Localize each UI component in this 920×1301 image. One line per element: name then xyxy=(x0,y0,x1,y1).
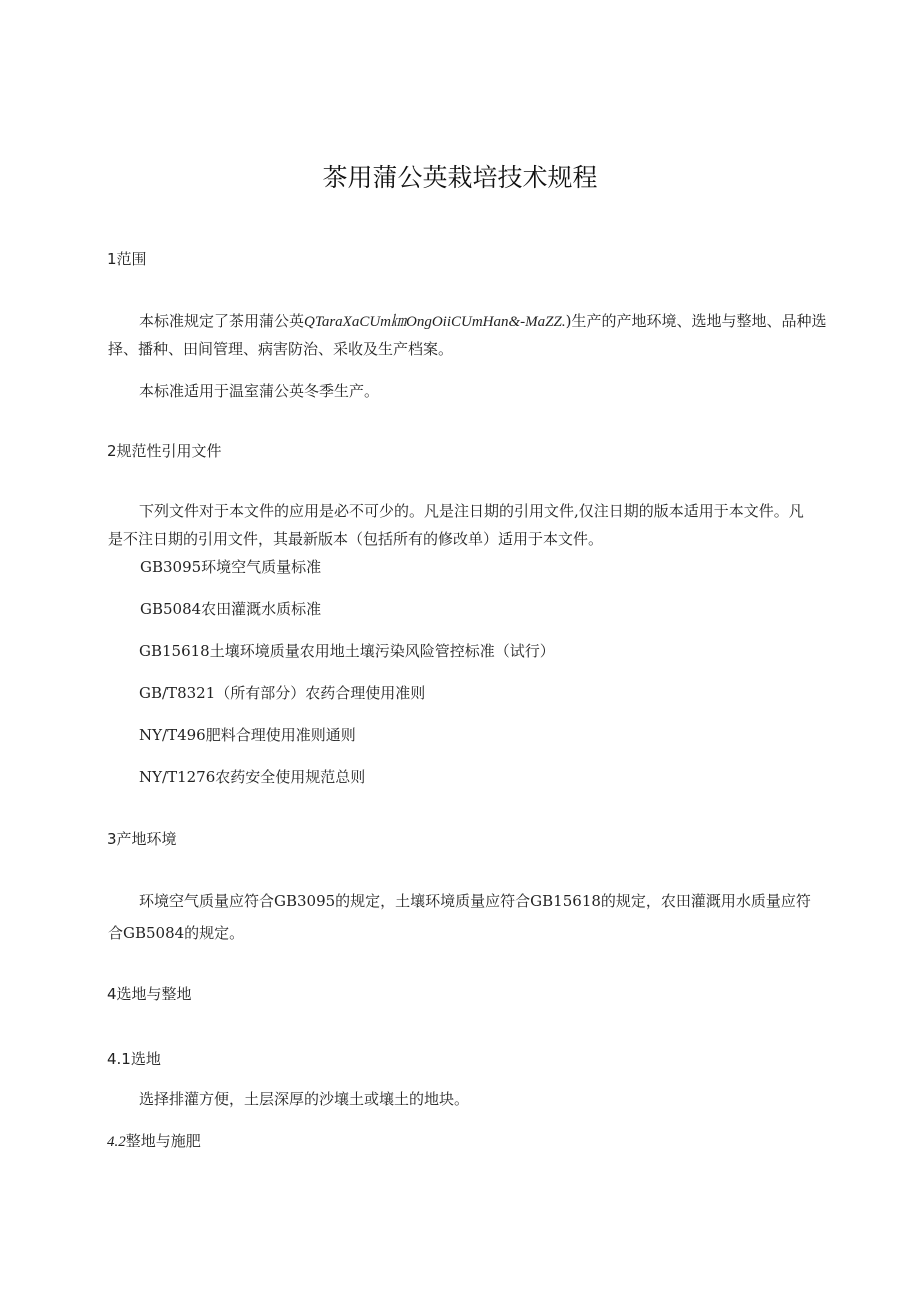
section-2-paragraph-line-1: 下列文件对于本文件的应用是必不可少的。凡是注日期的引用文件,仅注日期的版本适用于本文件。凡 xyxy=(139,502,804,520)
section-1-paragraph-1-line-2: 择、播种、田间管理、病害防治、采收及生产档案。 xyxy=(108,340,454,358)
subsection-4-2-label: 整地与施肥 xyxy=(125,1132,201,1150)
reference-item: GB3095环境空气质量标准 xyxy=(140,558,322,576)
p1-prefix: 本标准规定了茶用蒲公英 xyxy=(139,312,305,330)
latin-name: QTaraXaCUm㎞OngOiiCUmHan&-MaZZ. xyxy=(304,314,566,330)
document-title: 茶用蒲公英栽培技术规程 xyxy=(322,163,598,192)
section-3-heading: 3产地环境 xyxy=(107,830,177,848)
subsection-4-2-number: 4.2 xyxy=(107,1134,126,1150)
reference-item: NY/T496肥料合理使用准则通则 xyxy=(139,726,356,744)
subsection-4-1-heading: 4.1选地 xyxy=(107,1050,161,1068)
section-2-heading: 2规范性引用文件 xyxy=(107,442,222,460)
section-1-heading: 1范围 xyxy=(107,250,147,268)
section-1-paragraph-2: 本标准适用于温室蒲公英冬季生产。 xyxy=(139,382,380,400)
p1-suffix: )生产的产地环境、选地与整地、品种选 xyxy=(565,312,827,330)
section-2-paragraph-line-2: 是不注日期的引用文件，其最新版本（包括所有的修改单）适用于本文件。 xyxy=(108,530,604,548)
reference-item: GB/T8321（所有部分）农药合理使用准则 xyxy=(139,684,426,702)
section-3-paragraph-line-2: 合GB5084的规定。 xyxy=(108,924,245,942)
section-4-heading: 4选地与整地 xyxy=(107,985,192,1003)
reference-item: GB15618土壤环境质量农用地土壤污染风险管控标准（试行） xyxy=(139,642,555,660)
subsection-4-2-heading xyxy=(107,1130,201,1151)
subsection-4-1-text: 选择排灌方便，土层深厚的沙壤土或壤土的地块。 xyxy=(139,1090,470,1108)
reference-item: GB5084农田灌溉水质标准 xyxy=(140,600,322,618)
reference-item: NY/T1276农药安全使用规范总则 xyxy=(139,768,366,786)
section-3-paragraph-line-1: 环境空气质量应符合GB3095的规定，土壤环境质量应符合GB15618的规定，农田灌溉用水质量应符 xyxy=(139,892,811,910)
section-1-paragraph-1-line-1 xyxy=(139,310,826,331)
